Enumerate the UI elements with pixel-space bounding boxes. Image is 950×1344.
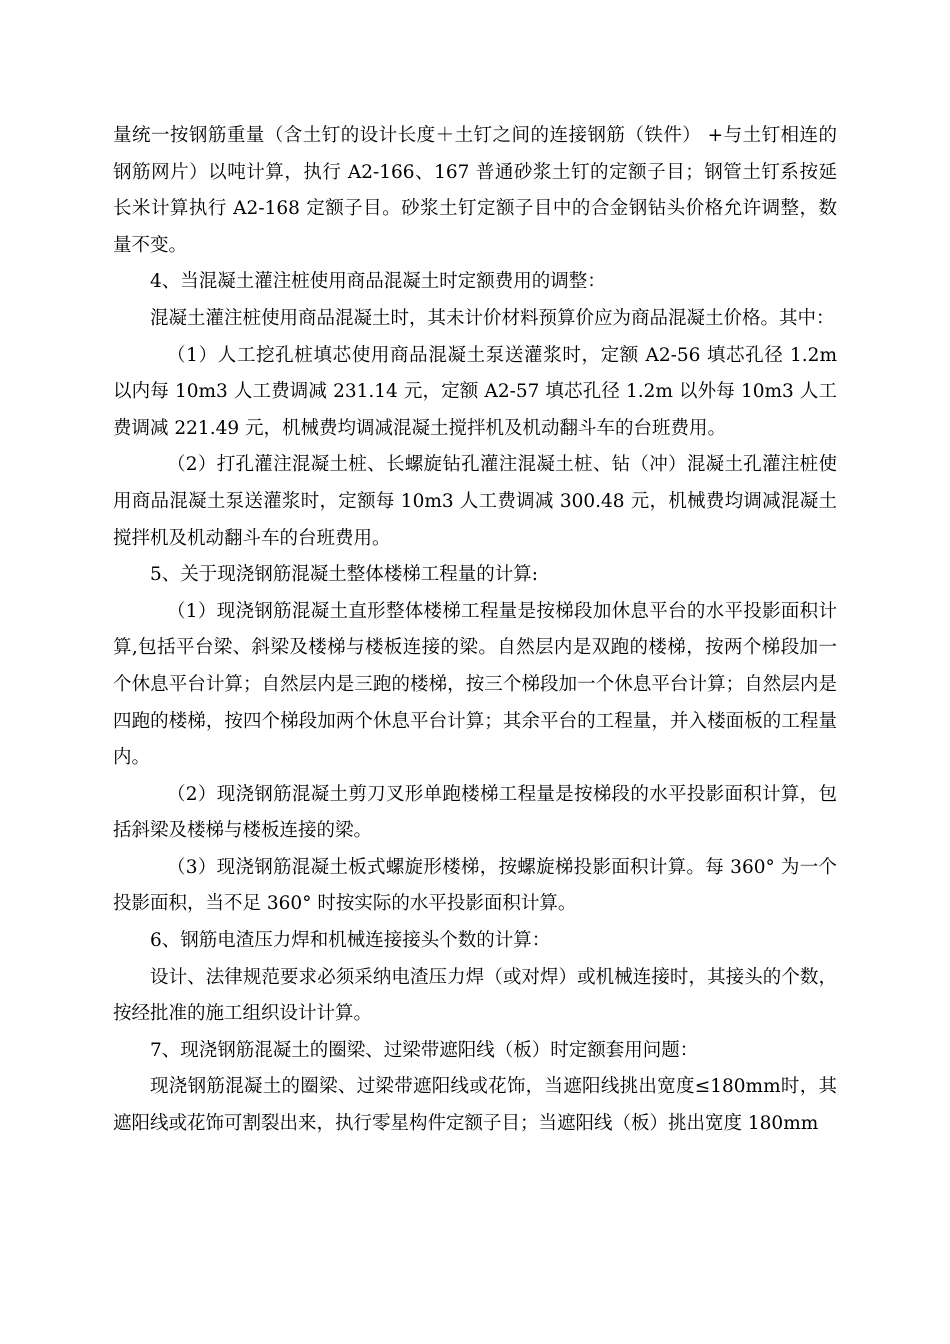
heading-6-joint-count: 6、钢筋电渣压力焊和机械连接接头个数的计算： xyxy=(150,930,551,952)
paragraph-pile-concrete-price: 混凝土灌注桩使用商品混凝土时，其未计价材料预算价应为商品混凝土价格。其中： xyxy=(150,307,835,329)
paragraph-soil-nail-continued: 量统一按钢筋重量（含土钉的设计长度＋土钉之间的连接钢筋（铁件） +与土钉相连的钢筋网片）以吨计算，执行 A2-166、167 普通砂浆土钉的定额子目；钢管土钉系按延长米计算执行 A2-168 定额子目。砂浆土钉定额子目中的合金钢钻头价格允许调整，数量不变。 xyxy=(113,125,837,256)
paragraph-5-3-spiral-stair: （3）现浇钢筋混凝土板式螺旋形楼梯，按螺旋梯投影面积计算。每 360° 为一个投影面积，当不足 360° 时按实际的水平投影面积计算。 xyxy=(113,856,837,915)
heading-5-stair-quantity: 5、关于现浇钢筋混凝土整体楼梯工程量的计算: xyxy=(150,564,539,586)
paragraph-4-2-bored-pile: （2）打孔灌注混凝土桩、长螺旋钻孔灌注混凝土桩、钻（冲）混凝土孔灌注桩使用商品混凝土泵送灌浆时，定额每 10m3 人工费调减 300.48 元，机械费均调减混凝土搅拌机及机动翻斗车的台班费用。 xyxy=(113,454,837,549)
paragraph-4-1-dug-pile: （1）人工挖孔桩填芯使用商品混凝土泵送灌浆时，定额 A2-56 填芯孔径 1.2m 以内每 10m3 人工费调减 231.14 元，定额 A2-57 填芯孔径 1.2m 以外每 10m3 人工费调减 221.49 元，机械费均调减混凝土搅拌机及机动翻斗车的台班费用。 xyxy=(113,344,837,439)
paragraph-7-sunshade-rule: 现浇钢筋混凝土的圈梁、过梁带遮阳线或花饰，当遮阳线挑出宽度≤180mm时，其遮阳线或花饰可割裂出来，执行零星构件定额子目；当遮阳线（板）挑出宽度 180mm xyxy=(113,1076,837,1135)
paragraph-6-joint-rule: 设计、法律规范要求必须采纳电渣压力焊（或对焊）或机械连接时，其接头的个数，按经批准的施工组织设计计算。 xyxy=(113,966,837,1025)
document-body xyxy=(113,118,837,1143)
paragraph-5-2-scissor-stair: （2）现浇钢筋混凝土剪刀叉形单跑楼梯工程量是按梯段的水平投影面积计算，包括斜梁及楼梯与楼板连接的梁。 xyxy=(113,783,837,842)
heading-7-ring-beam-sunshade: 7、现浇钢筋混凝土的圈梁、过梁带遮阳线（板）时定额套用问题： xyxy=(150,1039,699,1061)
paragraph-5-1-straight-stair: （1）现浇钢筋混凝土直形整体楼梯工程量是按梯段加休息平台的水平投影面积计算,包括平台梁、斜梁及楼梯与楼板连接的梁。自然层内是双跑的楼梯，按两个梯段加一个休息平台计算；自然层内是三跑的楼梯，按三个梯段加一个休息平台计算；自然层内是四跑的楼梯，按四个梯段加两个休息平台计算；其余平台的工程量，并入楼面板的工程量内。 xyxy=(113,600,837,769)
heading-4-cast-in-place-pile: 4、当混凝土灌注桩使用商品混凝土时定额费用的调整： xyxy=(150,271,606,293)
